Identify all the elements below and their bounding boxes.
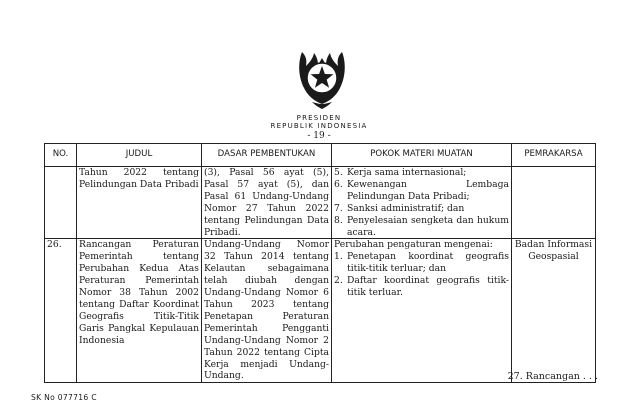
row-dasar-pembentukan: Undang-Undang Nomor 32 Tahun 2014 tentang Kelautan sebagaimana telah diubah dengan Undang-Undang Nomor 6 Tahun 2023 tentang Penetapan Peraturan Pemerintah Pengganti Undang-Undang Nomor 2 Tahun 2022 tentang Cipta Kerja menjadi Undang-Undang. [202,239,332,383]
row-number [45,167,77,239]
row-pemrakarsa [512,167,596,239]
pokok-materi-intro: Perubahan pengaturan mengenai: [334,239,493,251]
pokok-materi-list [334,251,509,299]
column-header-no: NO. [45,144,77,167]
list-item: 7. Sanksi administratif; dan [334,202,465,214]
row-number: 26. [45,239,77,383]
serial-number: SK No 077716 C [31,393,97,402]
pokok-materi-list [334,167,509,238]
list-item: 2. Daftar koordinat geografis titik-titik terluar. [334,275,509,299]
table-row [45,239,596,383]
next-page-catchword: 27. Rancangan . . . [507,371,598,382]
garuda-emblem-icon [294,44,350,110]
table-header-row [45,144,596,167]
row-pemrakarsa: Badan Informasi Geospasial [512,239,596,383]
list-item: 1. Penetapan koordinat geografis titik-titik terluar; dan [334,251,509,275]
row-pokok-materi [332,239,512,383]
regulation-table [44,143,596,383]
list-item: 5. Kerja sama internasional; [334,167,467,178]
row-judul: Tahun 2022 tentang Pelindungan Data Pribadi [77,167,202,239]
page-number: - 19 - [307,131,331,141]
header-presiden: PRESIDEN [296,114,342,122]
column-header-dasar-pembentukan: DASAR PEMBENTUKAN [202,144,332,167]
table-row [45,167,596,239]
row-judul: Rancangan Peraturan Pemerintah tentang Perubahan Kedua Atas Peraturan Pemerintah Nomor 38 Tahun 2002 tentang Daftar Koordinat Geografis Titik-Titik Garis Pangkal Kepulauan Indonesia [77,239,202,383]
list-item: 6. Kewenangan Lembaga Pelindungan Data Pribadi; [334,178,509,202]
column-header-pemrakarsa: PEMRAKARSA [512,144,596,167]
list-item: 8. Penyelesaian sengketa dan hukum acara. [334,214,509,238]
row-pokok-materi [332,167,512,239]
header-republik-indonesia: REPUBLIK INDONESIA [270,122,368,130]
column-header-pokok-materi-muatan: POKOK MATERI MUATAN [332,144,512,167]
row-dasar-pembentukan: (3), Pasal 56 ayat (5), Pasal 57 ayat (5), dan Pasal 61 Undang-Undang Nomor 27 Tahun 2022 tentang Pelindungan Data Pribadi. [202,167,332,239]
column-header-judul: JUDUL [77,144,202,167]
